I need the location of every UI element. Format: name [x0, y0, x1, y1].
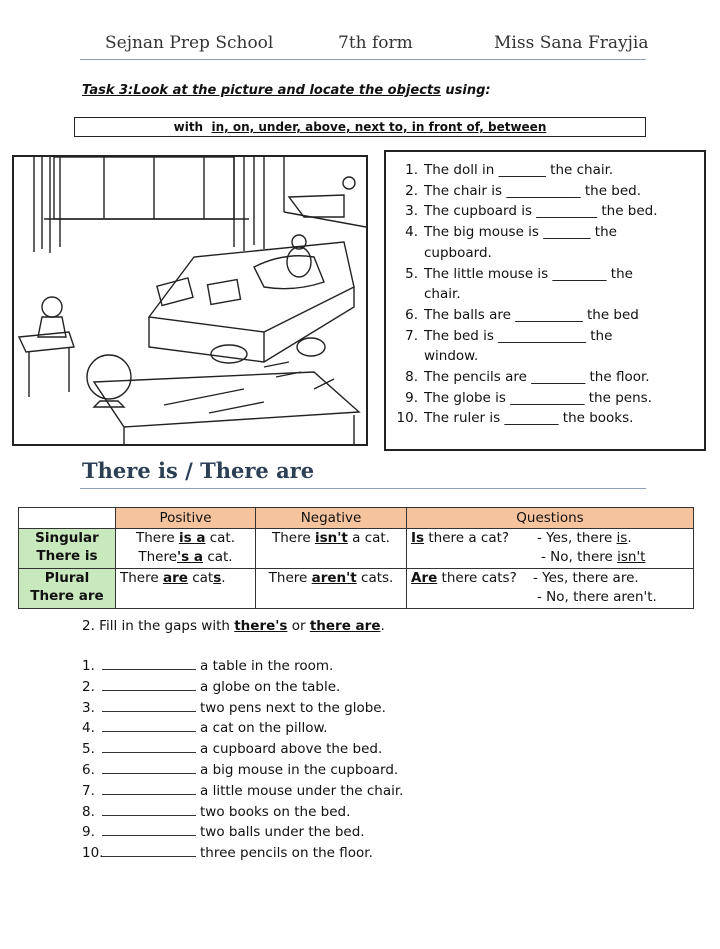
- singular-positive: There is a cat. There's a cat.: [116, 529, 256, 569]
- exercise-item: [82, 698, 403, 719]
- question-item: [396, 181, 696, 202]
- exercise2-list: [82, 656, 403, 864]
- question-number: 1.: [405, 162, 418, 178]
- exercise-text: a globe on the table.: [200, 678, 341, 695]
- exercise-item: [82, 739, 403, 760]
- question-number: 3.: [405, 203, 418, 220]
- exercise-item: [82, 718, 403, 739]
- header-divider: [80, 59, 646, 60]
- exercise-text: three pencils on the floor.: [200, 845, 373, 862]
- exercise-text: a table in the room.: [200, 658, 334, 674]
- question-text: The doll in _______ the chair.: [424, 162, 614, 178]
- question-number: 10.: [396, 410, 418, 427]
- exercise-number: 7.: [82, 782, 95, 799]
- question-item: [396, 388, 696, 409]
- question-number: 6.: [405, 306, 418, 323]
- exercise-text: a cupboard above the bed.: [200, 741, 383, 758]
- answer-blank[interactable]: [102, 760, 196, 774]
- answer-blank[interactable]: [102, 822, 196, 836]
- question-item: [396, 408, 696, 429]
- singular-negative: There isn't a cat.: [256, 529, 407, 569]
- exercise2-instruction: 2. Fill in the gaps with there's or there are.: [82, 618, 385, 634]
- question-item: [396, 305, 696, 326]
- question-continuation: window.: [424, 348, 479, 365]
- question-item: [396, 222, 696, 243]
- school-name: Sejnan Prep School: [105, 33, 274, 53]
- exercise-text: a cat on the pillow.: [200, 720, 328, 737]
- question-text: The ruler is ________ the books.: [424, 410, 634, 427]
- bedroom-drawing: [14, 157, 366, 444]
- header-negative: Negative: [256, 508, 407, 529]
- question-item: [396, 201, 696, 222]
- exercise-number: 2.: [82, 678, 95, 695]
- exercise-number: 8.: [82, 803, 95, 820]
- question-number: 9.: [405, 389, 418, 406]
- exercise-text: two books on the bed.: [200, 803, 351, 820]
- answer-blank[interactable]: [102, 656, 196, 670]
- plural-question: Are there cats? - Yes, there are. - No, there aren't.: [407, 569, 694, 609]
- plural-negative: There aren't cats.: [256, 569, 407, 609]
- question-number: 2.: [405, 182, 418, 199]
- header-positive: Positive: [116, 508, 256, 529]
- question-text: The pencils are ________ the floor.: [424, 369, 650, 386]
- section-title: There is / There are: [82, 458, 315, 483]
- exercise-number: 9.: [82, 824, 95, 841]
- question-item: [396, 160, 696, 181]
- plural-positive: There are cats.: [116, 569, 256, 609]
- header-empty-cell: [19, 508, 116, 529]
- exercise-item: [82, 802, 403, 823]
- question-text: The cupboard is _________ the bed.: [424, 203, 658, 220]
- question-text: The globe is ___________ the pens.: [424, 389, 652, 406]
- task3-title: Task 3:Look at the picture and locate the objects using:: [82, 83, 491, 98]
- exercise-number: 4.: [82, 720, 95, 737]
- question-text: The big mouse is _______ the: [424, 224, 617, 241]
- prepositions-box: with in, on, under, above, next to, in front of, between: [74, 117, 646, 137]
- exercise-number: 5.: [82, 741, 95, 758]
- exercise-text: two balls under the bed.: [200, 824, 365, 841]
- question-text: The chair is ___________ the bed.: [424, 182, 642, 199]
- section-divider: [80, 488, 646, 489]
- exercise-item: [82, 843, 403, 864]
- question-continuation: cupboard.: [424, 244, 492, 261]
- question-number: 7.: [405, 327, 418, 344]
- exercise-text: a little mouse under the chair.: [200, 782, 404, 799]
- exercise-item: [82, 656, 403, 677]
- exercise-item: [82, 677, 403, 698]
- question-item: [396, 326, 696, 347]
- answer-blank[interactable]: [102, 802, 196, 816]
- singular-question: Is there a cat? - Yes, there is. - No, there isn't: [407, 529, 694, 569]
- answer-blank[interactable]: [102, 698, 196, 712]
- question-number: 8.: [405, 369, 418, 386]
- answer-blank[interactable]: [102, 718, 196, 732]
- question-number: 5.: [405, 265, 418, 282]
- bedroom-picture: [12, 155, 368, 446]
- question-text: The little mouse is ________ the: [424, 265, 633, 282]
- exercise-text: two pens next to the globe.: [200, 699, 386, 716]
- question-continuation: chair.: [424, 286, 461, 303]
- answer-blank[interactable]: [102, 781, 196, 795]
- header-questions: Questions: [407, 508, 694, 529]
- exercise-text: a big mouse in the cupboard.: [200, 761, 399, 778]
- form-label: 7th form: [338, 33, 413, 53]
- exercise-number: 10.: [82, 845, 104, 862]
- teacher-name: Miss Sana Frayjia: [494, 33, 649, 53]
- questions-list: [396, 160, 696, 429]
- exercise-item: [82, 760, 403, 781]
- grammar-table: [18, 507, 694, 609]
- exercise-number: 1.: [82, 658, 95, 674]
- answer-blank[interactable]: [102, 843, 196, 857]
- singular-label: Singular There is: [19, 529, 116, 569]
- exercise-item: [82, 781, 403, 802]
- question-item: [396, 367, 696, 388]
- question-text: The bed is _____________ the: [424, 327, 613, 344]
- answer-blank[interactable]: [102, 739, 196, 753]
- plural-label: Plural There are: [19, 569, 116, 609]
- answer-blank[interactable]: [102, 677, 196, 691]
- questions-box: [384, 150, 706, 451]
- question-text: The balls are __________ the bed: [424, 306, 639, 323]
- exercise-number: 6.: [82, 761, 95, 778]
- question-number: 4.: [405, 224, 418, 241]
- exercise-number: 3.: [82, 699, 95, 716]
- question-item: [396, 264, 696, 285]
- exercise-item: [82, 822, 403, 843]
